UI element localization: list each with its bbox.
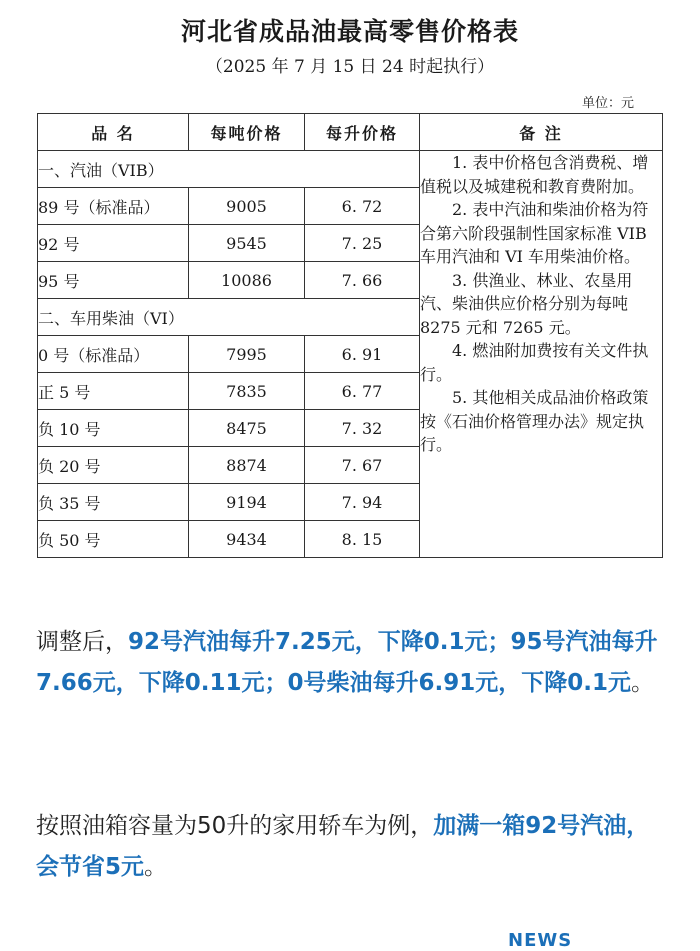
article-paragraph-price-change (36, 622, 666, 704)
price-per-ton: 9545 (189, 225, 305, 262)
product-name: 92 号 (38, 225, 189, 262)
note-2: 2. 表中汽油和柴油价格为符合第六阶段强制性国家标准 VIB 车用汽油和 VI 车用柴油价格。 (420, 200, 649, 266)
header-per-ton: 每吨价格 (189, 114, 305, 151)
product-name: 负 35 号 (38, 484, 189, 521)
price-per-liter: 7. 32 (305, 410, 420, 447)
price-per-liter: 6. 77 (305, 373, 420, 410)
note-4: 4. 燃油附加费按有关文件执行。 (420, 341, 649, 384)
price-table (37, 113, 663, 558)
header-per-liter: 每升价格 (305, 114, 420, 151)
note-3: 3. 供渔业、林业、农垦用汽、柴油供应价格分别为每吨 8275 元和 7265 元。 (420, 270, 633, 337)
price-per-ton: 8874 (189, 447, 305, 484)
price-per-liter: 7. 94 (305, 484, 420, 521)
article-paragraph-savings (36, 806, 666, 888)
price-per-liter: 6. 72 (305, 188, 420, 225)
note-1: 1. 表中价格包含消费税、增值税以及城建税和教育费附加。 (420, 153, 649, 196)
header-notes: 备 注 (420, 114, 663, 151)
price-per-liter: 8. 15 (305, 521, 420, 558)
product-name: 负 50 号 (38, 521, 189, 558)
document-title: 河北省成品油最高零售价格表 (180, 17, 519, 46)
price-per-ton: 9434 (189, 521, 305, 558)
price-per-liter: 6. 91 (305, 336, 420, 373)
price-per-liter: 7. 67 (305, 447, 420, 484)
price-per-ton: 9005 (189, 188, 305, 225)
header-name: 品 名 (38, 114, 189, 151)
product-name: 正 5 号 (38, 373, 189, 410)
paragraph-text: 。 (144, 854, 168, 880)
section-gasoline: 一、汽油（VIB） (38, 151, 420, 188)
price-per-liter: 7. 25 (305, 225, 420, 262)
document-subtitle: （2025 年 7 月 15 日 24 时起执行） (205, 57, 495, 77)
price-per-ton: 9194 (189, 484, 305, 521)
price-per-ton: 8475 (189, 410, 305, 447)
price-per-ton: 10086 (189, 262, 305, 299)
price-per-ton: 7835 (189, 373, 305, 410)
paragraph-text: 。 (631, 670, 654, 696)
notes-cell (420, 151, 663, 558)
product-name: 负 20 号 (38, 447, 189, 484)
section-diesel: 二、车用柴油（VI） (38, 299, 420, 336)
highlighted-text: 92号汽油每升7.25元，下降0.1元；95号汽油每升7.66元，下降0.11元；0号柴油每升6.91元，下降0.1元 (36, 629, 658, 696)
price-per-ton: 7995 (189, 336, 305, 373)
product-name: 95 号 (38, 262, 189, 299)
note-5: 5. 其他相关成品油价格政策按《石油价格管理办法》规定执行。 (420, 388, 649, 454)
table-header-row (38, 114, 663, 151)
price-per-liter: 7. 66 (305, 262, 420, 299)
paragraph-text: 调整后， (36, 629, 128, 655)
section-row-gasoline (38, 151, 663, 188)
paragraph-text: 按照油箱容量为50升的家用轿车为例， (36, 813, 434, 839)
news-logo: NEWS (508, 930, 573, 951)
product-name: 0 号（标准品） (38, 336, 189, 373)
unit-label: 单位：元 (582, 96, 635, 111)
product-name: 负 10 号 (38, 410, 189, 447)
product-name: 89 号（标准品） (38, 188, 189, 225)
highlighted-text: 加满一箱92号汽油，会节省5元 (36, 813, 650, 880)
